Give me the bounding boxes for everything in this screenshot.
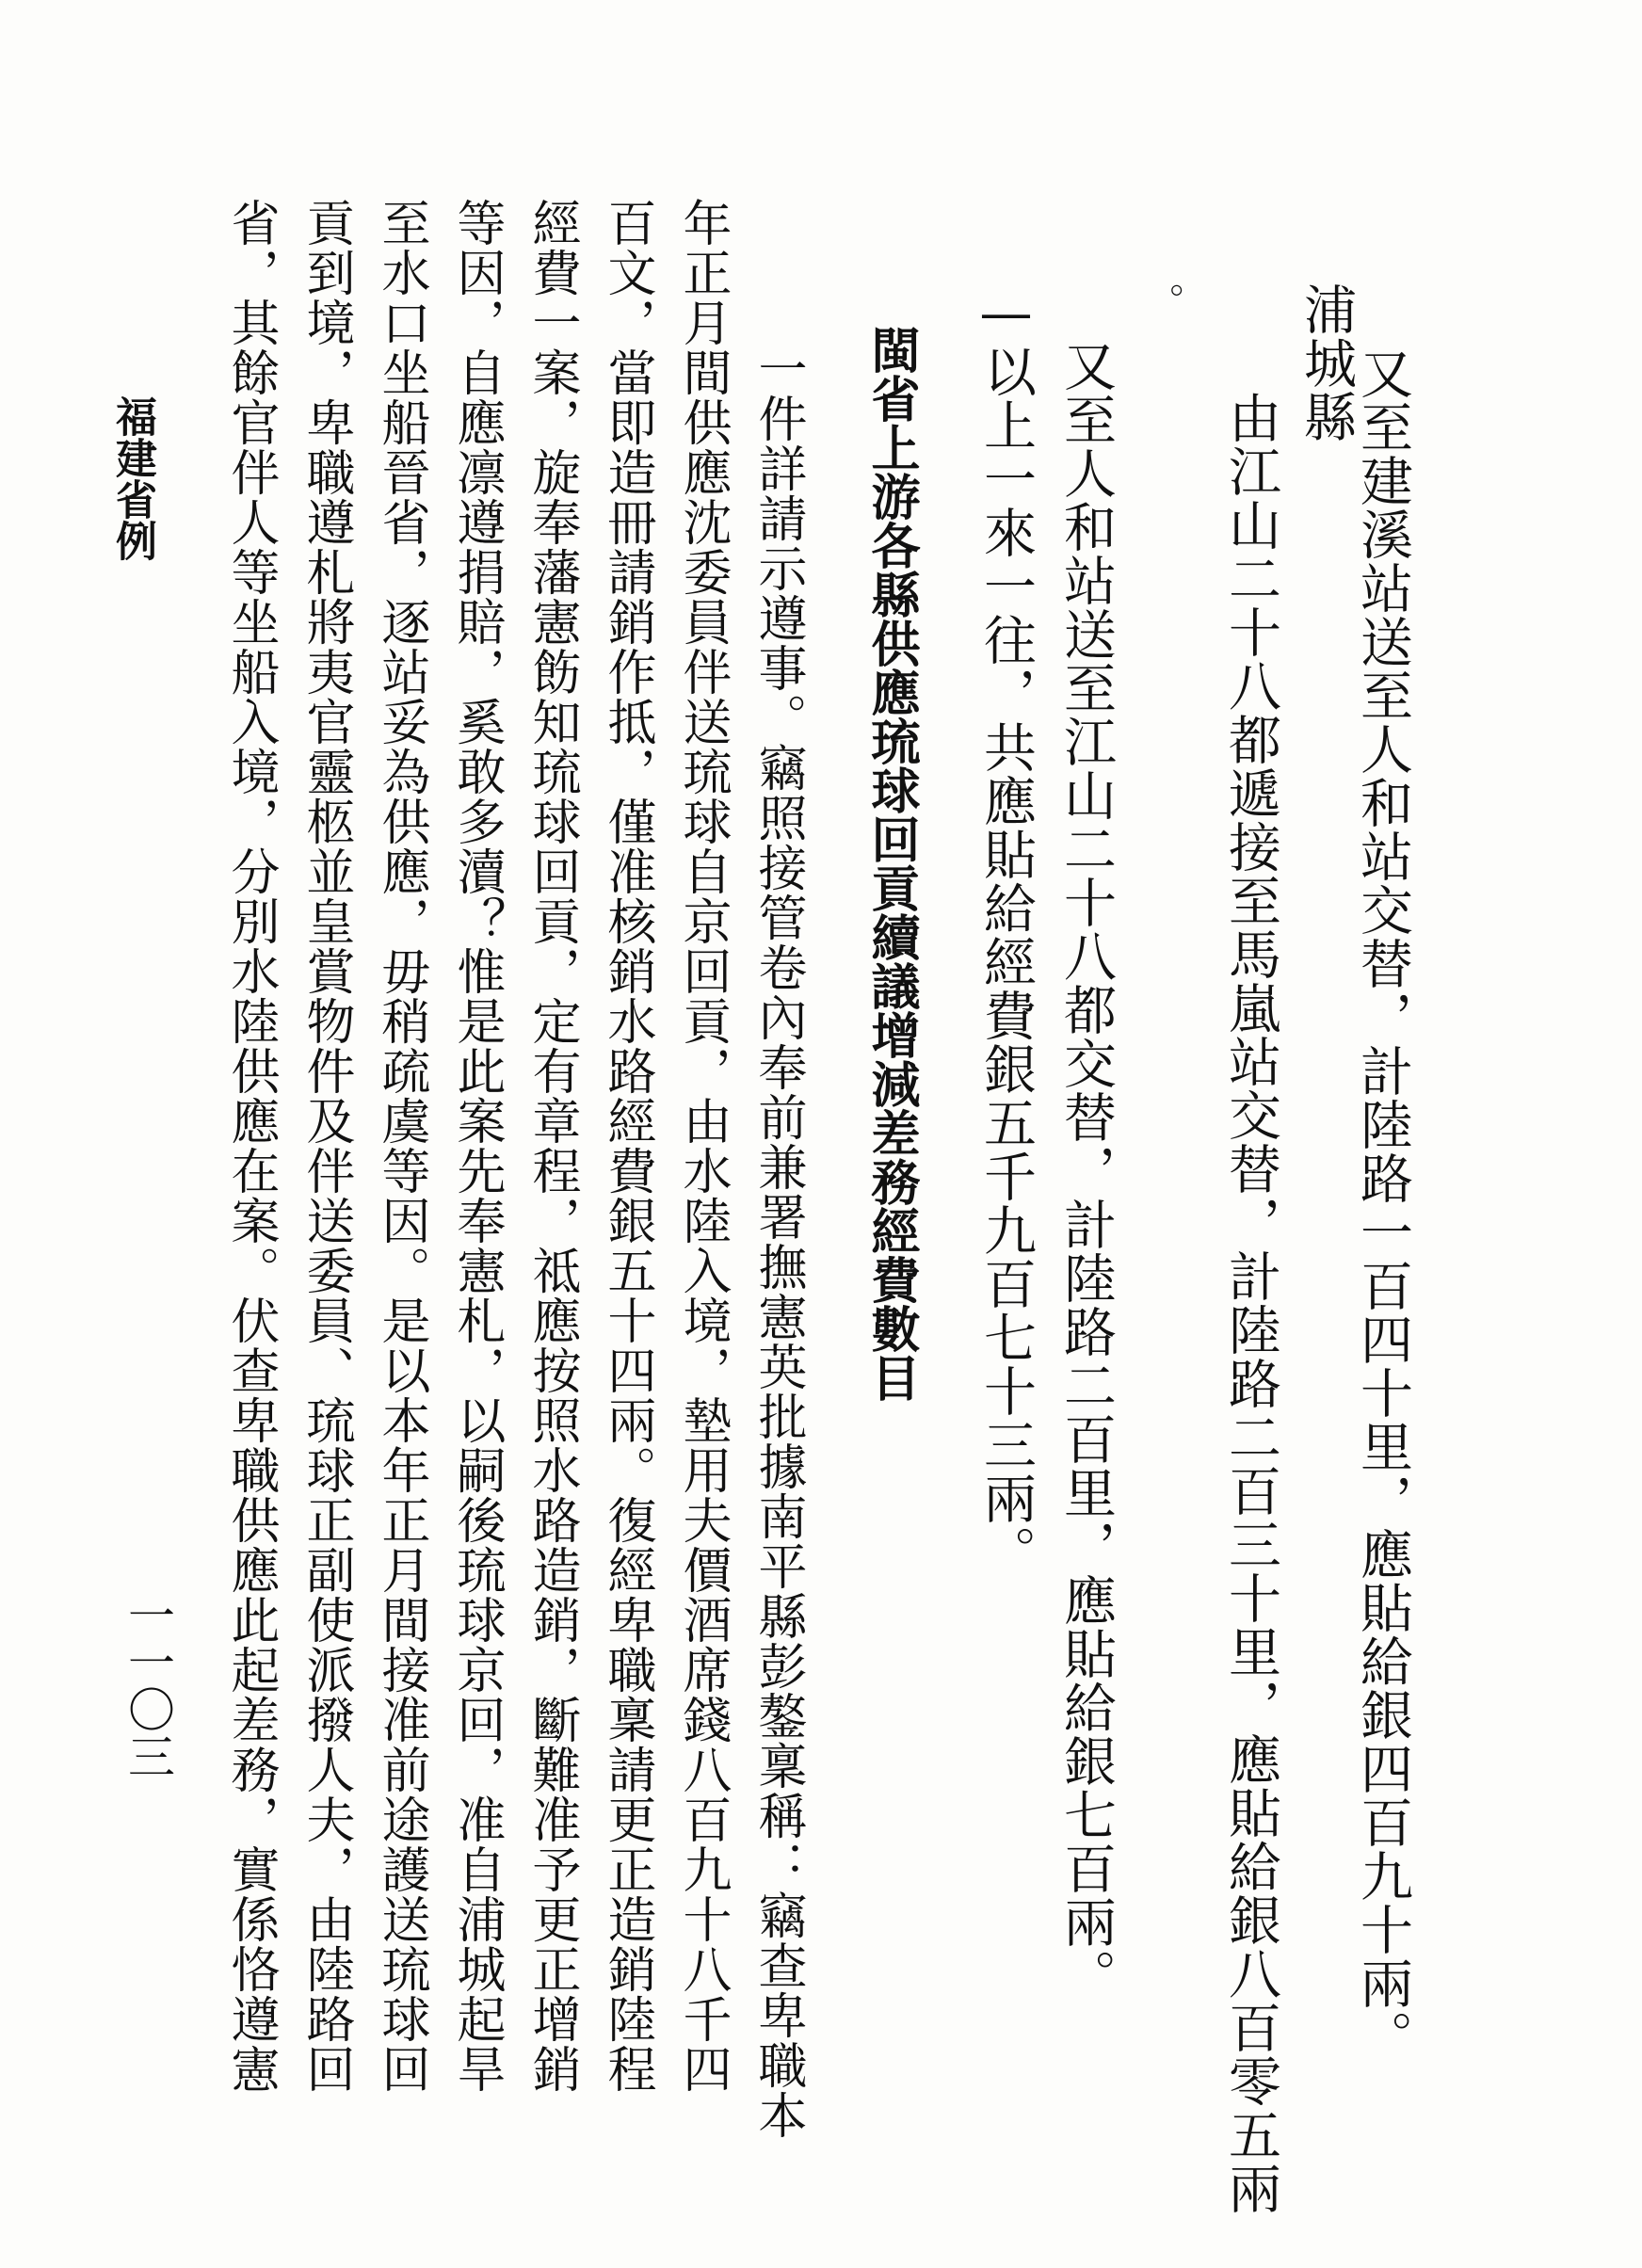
- text-column-3: 又至人和站送至江山二十八都交替，計陸路二百里，應貼給銀七百兩。: [1055, 339, 1117, 2003]
- article-title: 閩省上游各縣供應琉球回貢續議增減差務經費數目: [862, 325, 919, 1402]
- book-title: 福建省例: [108, 395, 156, 561]
- text-column-2: 由江山二十八都遞接至馬嵐站交替，計陸路二百三十里，應貼給銀八百零五兩: [1220, 391, 1281, 2215]
- text-column-2-end-mark: 。: [1141, 282, 1184, 321]
- text-column-9: 等因，自應凛遵捐賠，奚敢多瀆？惟是此案先奉憲札，以嗣後琉球京回，准自浦城起旱: [448, 198, 505, 2094]
- text-column-4: —以上一來一往，共應貼給經費銀五千九百七十三兩。: [975, 282, 1037, 1579]
- page-number: 一一〇三: [121, 1591, 175, 1779]
- text-column-8: 經費一案，旋奉藩憲飭知琉球回貢，定有章程，祗應按照水路造銷，斷難准予更正增銷: [523, 198, 580, 2094]
- text-column-6: 年正月間供應沈委員伴送琉球自京回貢，由水陸入境，墊用夫價酒席錢八百九十八千四: [674, 198, 731, 2094]
- text-column-1: 又至建溪站送至人和站交替，計陸路一百四十里，應貼給銀四百九十兩。: [1352, 346, 1413, 2064]
- text-column-11: 貢到境，卑職遵札將夷官靈柩並皇賞物件及伴送委員、琉球正副使派撥人夫，由陸路回: [298, 198, 354, 2094]
- text-column-12: 省，其餘官伴人等坐船入境，分別水陸供應在案。伏查卑職供應此起差務，實係恪遵憲: [222, 198, 279, 2094]
- text-column-7: 百文，當即造冊請銷作抵，僅准核銷水路經費銀五十四兩。復經卑職稟請更正造銷陸程: [599, 198, 655, 2094]
- text-column-10: 至水口坐船晉省，逐站妥為供應，毋稍疏虞等因。是以本年正月間接准前途護送琉球回: [373, 198, 429, 2094]
- text-column-5: 一件詳請示遵事。竊照接管卷內奉前兼署撫憲英批據南平縣彭鏊稟稱：竊查卑職本: [749, 344, 806, 2140]
- section-heading-pucheng: 浦城縣: [1296, 282, 1357, 443]
